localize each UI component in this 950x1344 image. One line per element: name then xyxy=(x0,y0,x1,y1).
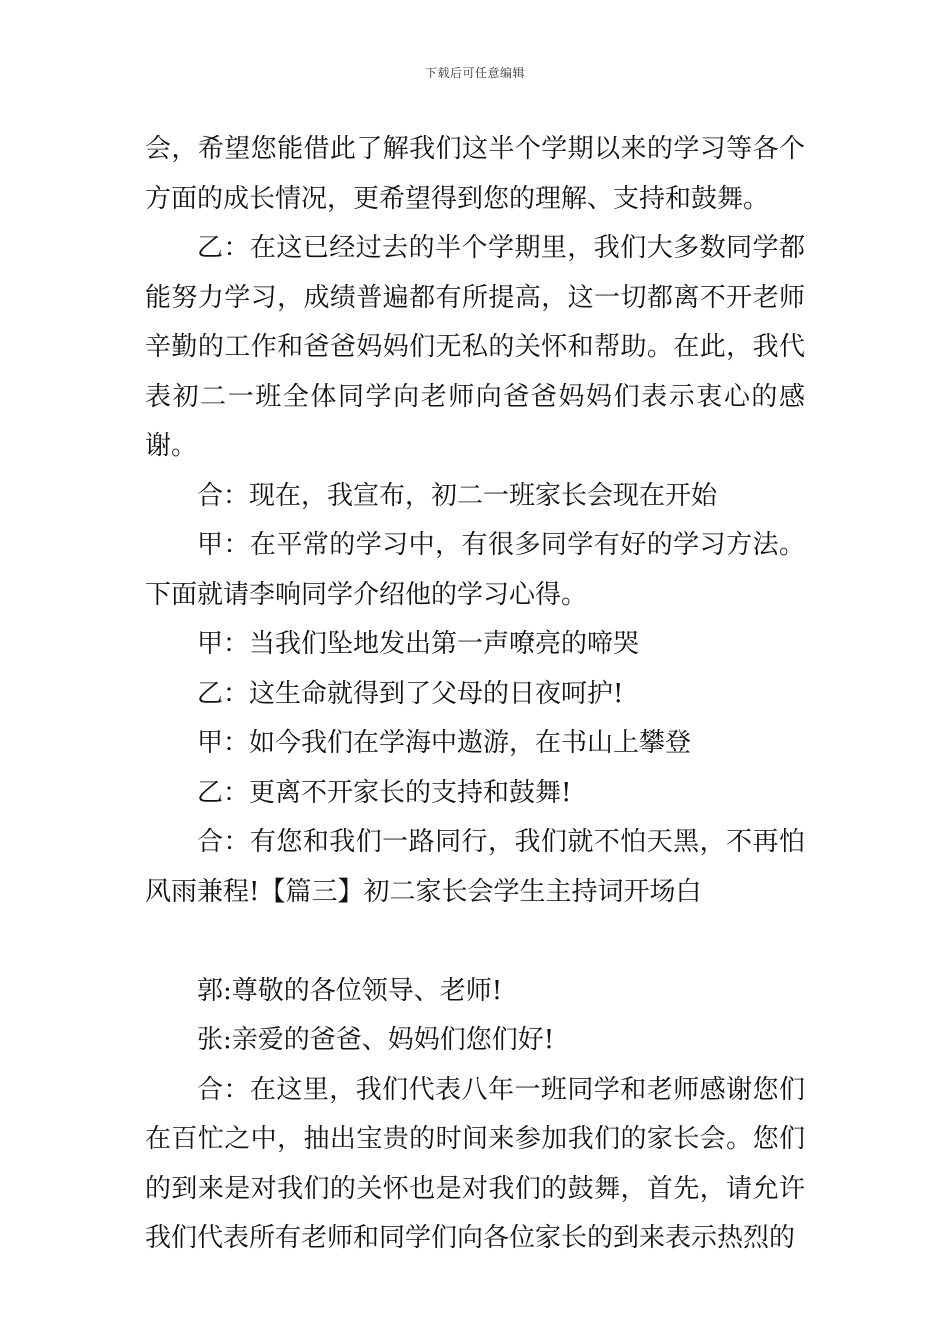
paragraph-yi-support: 乙：更离不开家长的支持和鼓舞! xyxy=(197,777,572,808)
paragraph-he-together: 合：有您和我们一路同行，我们就不怕天黑，不再怕风雨兼程!【篇三】初二家长会学生主持词开场白 xyxy=(145,827,805,907)
paragraph-continuation: 会，希望您能借此了解我们这半个学期以来的学习等各个方面的成长情况，更希望得到您的理解、支持和鼓舞。 xyxy=(145,134,805,214)
blank-line xyxy=(145,917,805,967)
paragraph-guo-greeting: 郭:尊敬的各位领导、老师! xyxy=(197,975,503,1006)
paragraph-he-welcome: 合：在这里，我们代表八年一班同学和老师感谢您们在百忙之中，抽出宝贵的时间来参加我们的家长会。您们的到来是对我们的关怀也是对我们的鼓舞，首先，请允许我们代表所有老师和同学们向各位家长的到来表示热烈的 xyxy=(145,1074,805,1253)
paragraph-zhang-greeting: 张:亲爱的爸爸、妈妈们您们好! xyxy=(197,1025,555,1055)
paragraph-yi-parents-care: 乙：这生命就得到了父母的日夜呵护! xyxy=(197,678,624,709)
paragraph-jia-study-methods: 甲：在平常的学习中，有很多同学有好的学习方法。下面就请李响同学介绍他的学习心得。 xyxy=(145,530,805,610)
paragraph-jia-sea-of-learning: 甲：如今我们在学海中遨游，在书山上攀登 xyxy=(197,728,692,758)
paragraph-jia-birth: 甲：当我们坠地发出第一声嘹亮的啼哭 xyxy=(197,629,640,659)
paragraph-yi-thanks: 乙：在这已经过去的半个学期里，我们大多数同学都能努力学习，成绩普遍都有所提高，这一切都离不开老师辛勤的工作和爸爸妈妈们无私的关怀和帮助。在此，我代表初二一班全体同学向老师向爸爸妈妈们表示衷心的感谢。 xyxy=(145,233,805,461)
paragraph-he-announce: 合：现在，我宣布，初二一班家长会现在开始 xyxy=(197,480,718,511)
page-header: 下载后可任意编辑 xyxy=(424,66,525,80)
document-body xyxy=(145,125,805,1264)
